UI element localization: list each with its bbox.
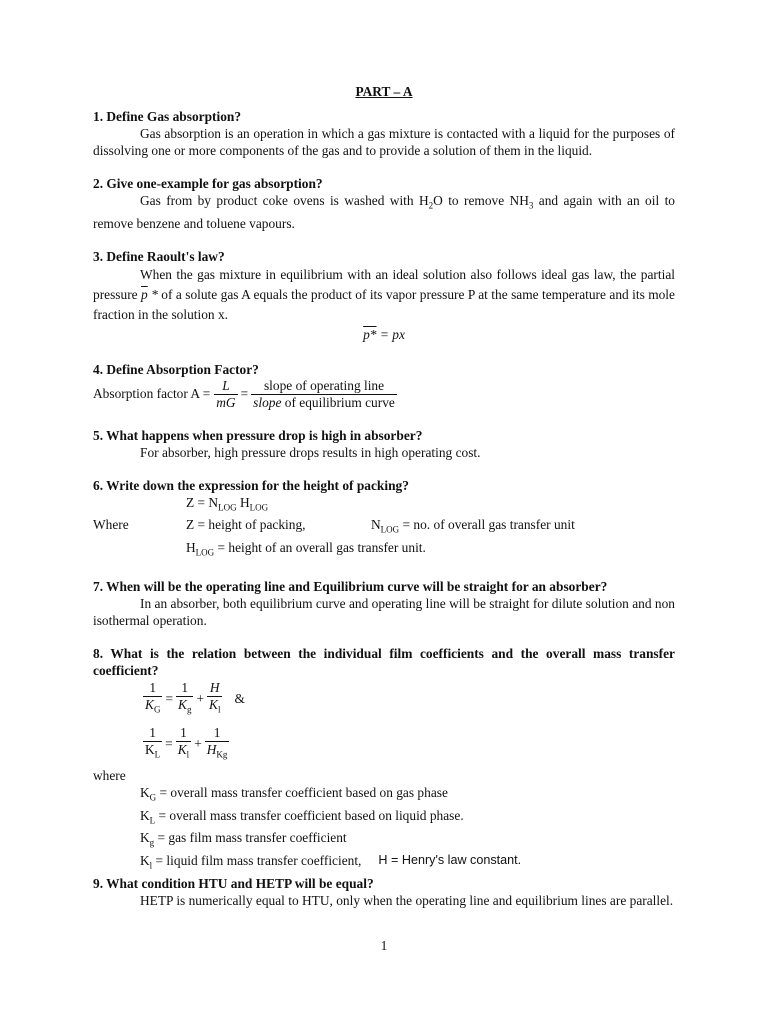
answer-9: HETP is numerically equal to HTU, only when the operating line and equilibrium lines are parallel. — [140, 892, 674, 908]
answer-7: In an absorber, both equilibrium curve and operating line will be straight for dilute solution and non isothermal operation. — [93, 595, 675, 628]
document-page — [93, 84, 675, 909]
overall-gas-coefficient-equation: $\frac{1}{K_G}$ = $\frac{1}{K_g}$ + $\frac{H}{K_l}$ & — [145, 679, 245, 715]
answer-3: When the gas mixture in equilibrium with an ideal solution also follows ideal gas law, the partial pressure $\overline{p}$ * of a solute gas A equals the product of its vapor pressure P at the same temperature and its mole fraction in the solution x. — [93, 266, 675, 322]
raoult-equation: p* = px — [363, 326, 405, 342]
question-5: 5. What happens when pressure drop is high in absorber? — [93, 427, 423, 443]
kg-film-definition: $K_g$ = gas film mass transfer coefficient — [140, 830, 347, 849]
question-2: 2. Give one-example for gas absorption? — [93, 176, 323, 191]
absorption-factor-equation: Absorption factor A = $\frac{L}{mG}$ = $\frac{\text{slope of operating line}}{\text{slope of equilibrium curve}}$ — [93, 377, 395, 410]
answer-2: Gas from by product coke ovens is washed with $H_2O$ to remove $NH_3$ and again with an oil to remove benzene and toluene vapours. — [93, 193, 675, 231]
question-7: 7. When will be the operating line and Equilibrium curve will be straight for an absorber? — [93, 578, 608, 594]
answer-1: Gas absorption is an operation in which a gas mixture is contacted with a liquid for the purposes of dissolving one or more components of the gas and to provide a solution of them in the liquid. — [93, 126, 675, 158]
question-8: 8. What is the relation between the individual film coefficients and the overall mass transfer coefficient? — [93, 645, 675, 678]
where-label: where — [93, 768, 126, 784]
kl-definition: $K_L$ = overall mass transfer coefficient based on liquid phase. — [140, 807, 464, 826]
overall-liquid-coefficient-equation: $\frac{1}{K_L}$ = $\frac{1}{K_l}$ + $\frac{1}{H_{Kg}}$ — [145, 725, 228, 761]
question-3: 3. Define Raoult's law? — [93, 248, 225, 264]
question-1: 1. Define Gas absorption? — [93, 109, 242, 124]
page-title: PART – A — [355, 84, 413, 99]
packing-height-equation: $Z = N_{LOG}$ $H_{LOG}$ — [186, 494, 269, 513]
question-4: 4. Define Absorption Factor? — [93, 361, 259, 377]
packing-where-line: Where Z = height of packing, $N_{LOG}$ = no. of overall gas transfer unit — [93, 517, 575, 536]
packing-htu-line: $H_{LOG}$ = height of an overall gas transfer unit. — [186, 540, 426, 558]
answer-5: For absorber, high pressure drops results in high operating cost. — [140, 444, 481, 460]
question-9: 9. What condition HTU and HETP will be equal? — [93, 875, 374, 891]
kg-definition: $K_G$ = overall mass transfer coefficient based on gas phase — [140, 785, 448, 803]
kl-film-definition: $K_l$ = liquid film mass transfer coefficient, H = Henry's law constant. — [140, 853, 522, 871]
page-number: 1 — [380, 938, 388, 953]
question-6: 6. Write down the expression for the height of packing? — [93, 477, 409, 493]
